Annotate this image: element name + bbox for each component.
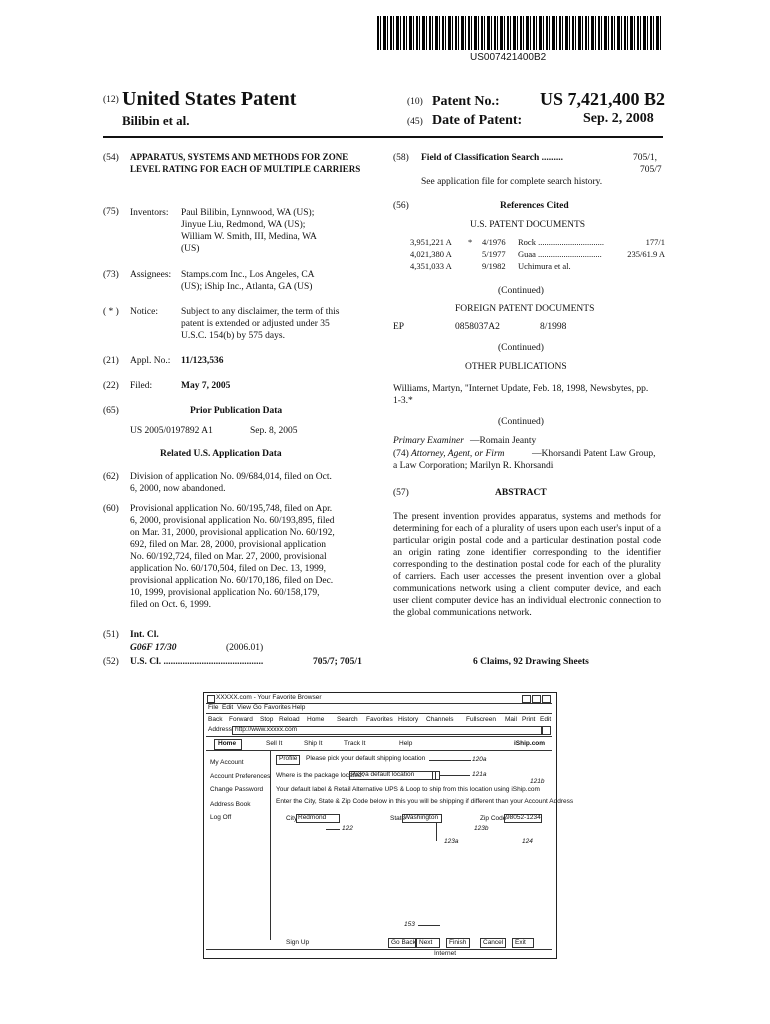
go-back-label: Go Back <box>391 939 416 946</box>
ref-153: 153 <box>404 921 415 928</box>
state-value: Washington <box>404 814 439 821</box>
abstract-text: The present invention provides apparatus, systems and methods for determining for each of a plurality of users upon each user's input of a particular origin postal code and a particular destination postal code an origin rating zone identifier corresponding to the identifier corresponding to the destination postal code for each of the plurality of carriers. Each user accesses the present invention over a global communications network using a client computer device, and each user client computer device has an individual electronic connection to the global communications network. <box>393 512 661 618</box>
doc-date: 5/1977 <box>482 249 506 259</box>
tab-profile-label: Profile <box>279 755 298 762</box>
toolbar-home[interactable]: Home <box>307 716 325 723</box>
continued-3: (Continued) <box>498 417 544 427</box>
toolbar-fullscreen[interactable]: Fullscreen <box>466 716 496 723</box>
foreign-no: 0858037A2 <box>455 322 500 332</box>
menu-file[interactable]: File <box>208 704 219 711</box>
assignee-line-1: Stamps.com Inc., Los Angeles, CA <box>181 270 315 280</box>
foreign-title: FOREIGN PATENT DOCUMENTS <box>455 304 595 314</box>
doc-number: 4,021,380 A <box>410 249 452 259</box>
us-docs-list <box>410 237 665 273</box>
leader-123a <box>436 823 437 841</box>
figure-browser-window <box>203 692 574 959</box>
cancel-label: Cancel <box>483 939 504 946</box>
menu-favorites[interactable]: Favorites <box>264 704 291 711</box>
doc-number: 3,951,221 A <box>410 237 452 247</box>
sidebar-account-preferences[interactable]: Account Preferences <box>210 773 271 780</box>
ref-123a: 123a <box>444 838 459 845</box>
code-22: (22) <box>103 381 119 391</box>
sidebar-my-account[interactable]: My Account <box>210 759 244 766</box>
toolbar-print[interactable]: Print <box>522 716 536 723</box>
header-rule <box>103 136 663 138</box>
location-dropdown-icon[interactable] <box>432 771 440 780</box>
menu-edit[interactable]: Edit <box>222 704 234 711</box>
attorney-line-1: —Khorsandi Patent Law Group, <box>532 449 656 459</box>
toolbar-history[interactable]: History <box>398 716 419 723</box>
other-pubs-title: OTHER PUBLICATIONS <box>465 362 567 372</box>
code-58: (58) <box>393 153 409 163</box>
patent-date: Sep. 2, 2008 <box>583 111 654 126</box>
toolbar-forward[interactable]: Forward <box>229 716 253 723</box>
exit-label: Exit <box>515 939 526 946</box>
ref-122: 122 <box>342 825 353 832</box>
status-divider <box>206 949 552 950</box>
doc-name: Rock ............................... <box>518 237 604 247</box>
inventor-line-3: William W. Smith, III, Medina, WA <box>181 232 317 242</box>
leader-122 <box>326 829 340 830</box>
finish-label: Finish <box>449 939 467 946</box>
foreign-date: 8/1998 <box>540 322 567 332</box>
code-51: (51) <box>103 630 119 640</box>
doc-name: Uchimura et al. <box>518 261 571 271</box>
prov-line-7: provisional application No. 60/170,186, filed on Dec. <box>130 576 334 586</box>
barcode <box>377 16 663 50</box>
toolbar-edit[interactable]: Edit <box>540 716 552 723</box>
prov-line-2: 6, 2000, provisional application No. 60/193,895, filed <box>130 516 335 526</box>
inventor-line-1: Paul Bilibin, Lynnwood, WA (US); <box>181 208 315 218</box>
us-doc-row <box>410 261 665 273</box>
code-57: (57) <box>393 488 409 498</box>
ref-120a: 120a <box>472 756 487 763</box>
other-pub-line-1: Williams, Martyn, "Internet Update, Feb. 18, 1998, Newsbytes, pp. <box>393 384 649 394</box>
code-73: (73) <box>103 270 119 280</box>
prov-line-5: No. 60/192,724, filed on Mar. 27, 2000, provisional <box>130 552 327 562</box>
invention-title: APPARATUS, SYSTEMS AND METHODS FOR ZONE LEVEL RATING FOR EACH OF MULTIPLE CARRIERS <box>130 152 361 174</box>
nav-ship[interactable]: Ship It <box>304 740 323 747</box>
field-search: Field of Classification Search ......... <box>421 153 564 163</box>
sidebar-log-off[interactable]: Log Off <box>210 814 232 821</box>
nav-track[interactable]: Track It <box>344 740 366 747</box>
prov-line-9: filed on Oct. 6, 1999. <box>130 600 212 610</box>
code-21: (21) <box>103 356 119 366</box>
code-45: (45) <box>407 117 423 127</box>
toolbar-reload[interactable]: Reload <box>279 716 300 723</box>
us-docs-title: U.S. PATENT DOCUMENTS <box>470 220 586 230</box>
code-65: (65) <box>103 406 119 416</box>
ref-124: 124 <box>522 838 533 845</box>
prov-line-1: Provisional application No. 60/195,748, filed on Apr. <box>130 504 333 514</box>
examiner-label: Primary Examiner <box>393 436 464 446</box>
appl-no: 11/123,536 <box>181 356 224 366</box>
city-label: City <box>286 815 298 822</box>
attorney-line-2: a Law Corporation; Marilyn R. Khorsandi <box>393 461 554 471</box>
toolbar-divider <box>206 736 552 737</box>
zip-label: Zip Code <box>480 815 507 822</box>
sidebar-change-password[interactable]: Change Password <box>210 786 264 793</box>
division-line-2: 6, 2000, now abandoned. <box>130 484 226 494</box>
menu-go[interactable]: Go <box>253 704 262 711</box>
uscl-value: 705/7; 705/1 <box>313 657 362 667</box>
continued-2: (Continued) <box>498 343 544 353</box>
next-label: Next <box>419 939 433 946</box>
doc-date: 4/1976 <box>482 237 506 247</box>
status-zone: Internet <box>434 950 457 957</box>
location-select-value: Pick a default location <box>351 771 415 778</box>
prov-line-6: application No. 60/170,504, filed on Dec. 13, 1999, <box>130 564 327 574</box>
notice-line-1: Subject to any disclaimer, the term of this <box>181 307 340 317</box>
window-icon <box>207 695 215 703</box>
examiner-name: —Romain Jeanty <box>470 436 537 446</box>
menu-divider <box>206 713 552 714</box>
prov-line-4: 692, filed on Mar. 28, 2000, provisional application <box>130 540 327 550</box>
code-10: (10) <box>407 97 423 107</box>
claims-line: 6 Claims, 92 Drawing Sheets <box>473 657 589 667</box>
prior-pub-date: Sep. 8, 2005 <box>250 426 298 436</box>
prior-pub-title: Prior Publication Data <box>190 406 283 416</box>
barcode-text: US007421400B2 <box>470 52 547 63</box>
us-doc-row <box>410 249 665 261</box>
intcl-label: Int. Cl. <box>130 630 159 640</box>
ref-123b: 123b <box>474 825 489 832</box>
notice-label: Notice: <box>130 307 158 317</box>
nav-home[interactable]: Home <box>218 740 237 747</box>
doc-star: * <box>468 237 473 247</box>
nav-help[interactable]: Help <box>399 740 413 747</box>
inventor-line-4: (US) <box>181 244 200 254</box>
row3-text: Enter the City, State & Zip Code below in this you will be shipping if different than your Account Address <box>276 798 574 805</box>
code-62: (62) <box>103 472 119 482</box>
row2-text: Your default label & Retail Alternative UPS & Loop to ship from this location using iShip.com <box>276 786 540 793</box>
doc-class: 177/1 <box>645 237 665 247</box>
exit-button[interactable] <box>512 938 534 948</box>
code-52: (52) <box>103 657 119 667</box>
zip-value: 98052-1234 <box>506 814 541 821</box>
intcl-year: (2006.01) <box>226 643 264 653</box>
field-search-value: 705/1, <box>633 153 658 163</box>
ref-121b: 121b <box>530 778 545 785</box>
minimize-icon[interactable] <box>522 695 531 703</box>
other-pub-line-2: 1-3.* <box>393 396 413 406</box>
leader-153 <box>418 925 440 926</box>
next-button[interactable] <box>416 938 440 948</box>
go-back-button[interactable] <box>388 938 416 948</box>
notice-line-2: patent is extended or adjusted under 35 <box>181 319 330 329</box>
nav-divider <box>206 750 552 751</box>
assignees-label: Assignees: <box>130 270 172 280</box>
nav-sell[interactable]: Sell It <box>266 740 283 747</box>
close-icon[interactable] <box>542 695 551 703</box>
date-label: Date of Patent: <box>432 113 523 128</box>
state-label: State <box>390 815 406 822</box>
doc-name: Guaa .............................. <box>518 249 602 259</box>
filed-date: May 7, 2005 <box>181 381 231 391</box>
sidebar-address-book[interactable]: Address Book <box>210 801 251 808</box>
toolbar-stop[interactable]: Stop <box>260 716 274 723</box>
address-label: Address <box>208 726 232 733</box>
code-54: (54) <box>103 153 119 163</box>
abstract-title: ABSTRACT <box>495 488 547 498</box>
maximize-icon[interactable] <box>532 695 541 703</box>
address-value: http://www.xxxxx.com <box>235 726 298 733</box>
toolbar-channels[interactable]: Channels <box>426 716 454 723</box>
code-56: (56) <box>393 201 409 211</box>
sign-up-link[interactable]: Sign Up <box>286 939 310 946</box>
doc-number: 4,351,033 A <box>410 261 452 271</box>
see-application: See application file for complete search history. <box>421 177 603 187</box>
filed-label: Filed: <box>130 381 153 391</box>
intcl-class: G06F 17/30 <box>130 643 177 653</box>
cancel-button[interactable] <box>480 938 506 948</box>
field-search-value-2: 705/7 <box>640 165 662 175</box>
us-doc-row <box>410 237 665 249</box>
instruction-text: Please pick your default shipping location <box>306 755 426 762</box>
row1-label: Where is the package located? <box>276 772 366 779</box>
toolbar-favorites[interactable]: Favorites <box>366 716 393 723</box>
code-75: (75) <box>103 207 119 217</box>
code-12: (12) <box>103 95 119 105</box>
doc-date: 9/1982 <box>482 261 506 271</box>
related-title: Related U.S. Application Data <box>160 449 282 459</box>
doc-class: 235/61.9 A <box>627 249 665 259</box>
division-line-1: Division of application No. 09/684,014, filed on Oct. <box>130 472 332 482</box>
code-60: (60) <box>103 504 119 514</box>
assignee-line-2: (US); iShip Inc., Atlanta, GA (US) <box>181 282 313 292</box>
notice-line-3: U.S.C. 154(b) by 575 days. <box>181 331 285 341</box>
prior-pub-no: US 2005/0197892 A1 <box>130 426 213 436</box>
menu-help[interactable]: Help <box>292 704 306 711</box>
inventors-short: Bilibin et al. <box>122 113 190 128</box>
address-dropdown-icon[interactable] <box>542 726 551 735</box>
attorney-label: Attorney, Agent, or Firm <box>411 449 505 459</box>
prov-line-8: 10, 1999, provisional application No. 60/158,179, <box>130 588 320 598</box>
code-74: (74) <box>393 449 409 459</box>
menu-view[interactable]: View <box>237 704 251 711</box>
inventors-label: Inventors: <box>130 208 169 218</box>
leader-120a <box>429 760 471 761</box>
ref-121a: 121a <box>472 771 487 778</box>
inventor-line-2: Jinyue Liu, Redmond, WA (US); <box>181 220 306 230</box>
toolbar-search[interactable]: Search <box>337 716 358 723</box>
patent-no: US 7,421,400 B2 <box>540 89 666 109</box>
leader-121a <box>440 775 470 776</box>
toolbar-mail[interactable]: Mail <box>505 716 517 723</box>
prov-line-3: on Mar. 31, 2000, provisional application No. 60/192, <box>130 528 335 538</box>
patent-no-label: Patent No.: <box>432 94 500 109</box>
site-logo[interactable]: iShip.com <box>514 740 546 747</box>
appl-label: Appl. No.: <box>130 356 171 366</box>
uscl-label: U.S. Cl. .......................................... <box>130 657 264 667</box>
city-value: Redmond <box>298 814 327 821</box>
refs-title: References Cited <box>500 201 569 211</box>
toolbar-back[interactable]: Back <box>208 716 223 723</box>
patent-title: United States Patent <box>122 88 297 110</box>
window-title: XXXXX.com - Your Favorite Browser <box>216 694 322 701</box>
foreign-cc: EP <box>393 322 405 332</box>
finish-button[interactable] <box>446 938 470 948</box>
code-notice: ( * ) <box>103 307 119 317</box>
continued-1: (Continued) <box>498 286 544 296</box>
